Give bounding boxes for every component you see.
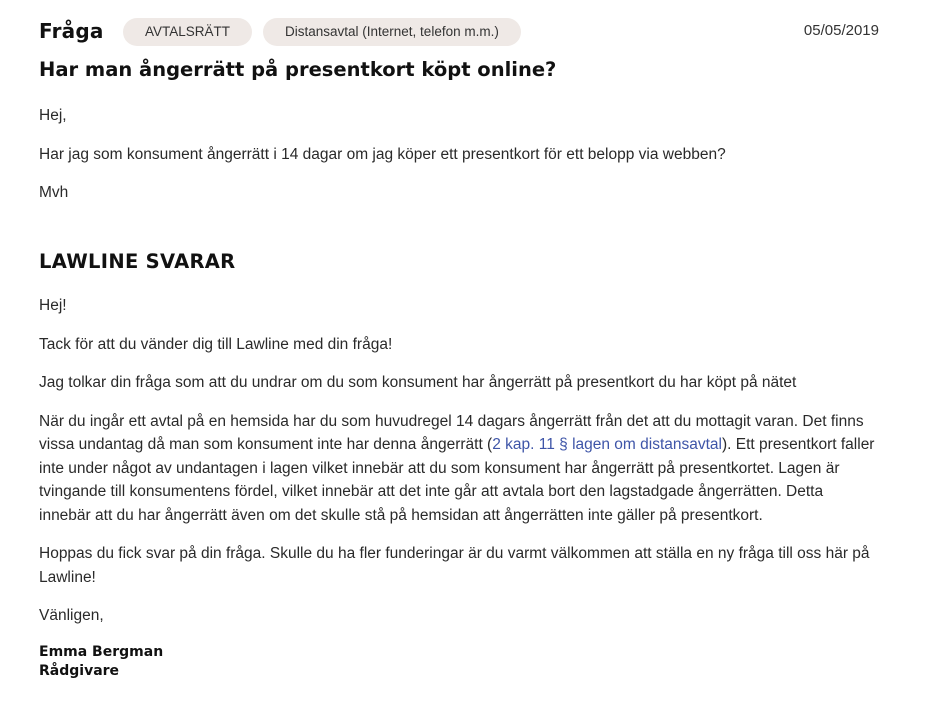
answer-main-text-end: ). Ett presentkort faller inte under något av undantagen i lagen vilket innebär att du som konsument har ångerrätt på presentkortet. Lagen är tvingande till konsumentens fördel, vilket innebär att det inte går att avtala bort den lagstadgade ångerrätten. Detta innebär att du har ångerrätt även om det skulle stå på hemsidan att ångerrätten inte gäller på presentkort. [39, 436, 875, 524]
answer-closing: Hoppas du fick svar på din fråga. Skulle du ha fler funderingar är du varmt välkommen att ställa en ny fråga till oss här på Lawline! [39, 545, 870, 586]
answer-main-text-start: När du ingår ett avtal på en hemsida har du som huvudregel 14 dagars ångerrätt från det att du mottagit varan. Det finns vissa undantag då man som konsument inte har denna ångerrätt ( [39, 412, 864, 453]
question-text: Har jag som konsument ångerrätt i 14 dagar om jag köper ett presentkort för ett belopp via webben? [39, 145, 726, 163]
question-date: 05/05/2019 [803, 22, 879, 39]
category-tag-avtalsratt[interactable]: AVTALSRÄTT [123, 18, 252, 46]
category-tag-distansavtal[interactable]: Distansavtal (Internet, telefon m.m.) [263, 18, 521, 46]
author-name: Emma Bergman [39, 643, 164, 660]
question-header [39, 18, 879, 46]
author-role: Rådgivare [39, 662, 120, 679]
question-title: Har man ångerrätt på presentkort köpt online? [39, 58, 557, 81]
question-body [39, 104, 879, 220]
answer-interpretation: Jag tolkar din fråga som att du undrar om du som konsument har ångerrätt på presentkort du har köpt på nätet [39, 374, 797, 391]
author-signature [39, 643, 879, 681]
answer-thanks: Tack för att du vänder dig till Lawline med din fråga! [39, 335, 393, 353]
answer-main-paragraph [39, 410, 879, 528]
answer-heading: LAWLINE SVARAR [39, 250, 236, 273]
answer-signoff: Vänligen, [39, 607, 104, 624]
law-reference-link[interactable]: 2 kap. 11 § lagen om distansavtal [492, 436, 722, 453]
answer-body [39, 294, 879, 681]
answer-greeting: Hej! [39, 297, 67, 314]
question-signoff: Mvh [39, 184, 69, 201]
question-greeting: Hej, [39, 107, 67, 124]
question-label: Fråga [39, 19, 104, 43]
